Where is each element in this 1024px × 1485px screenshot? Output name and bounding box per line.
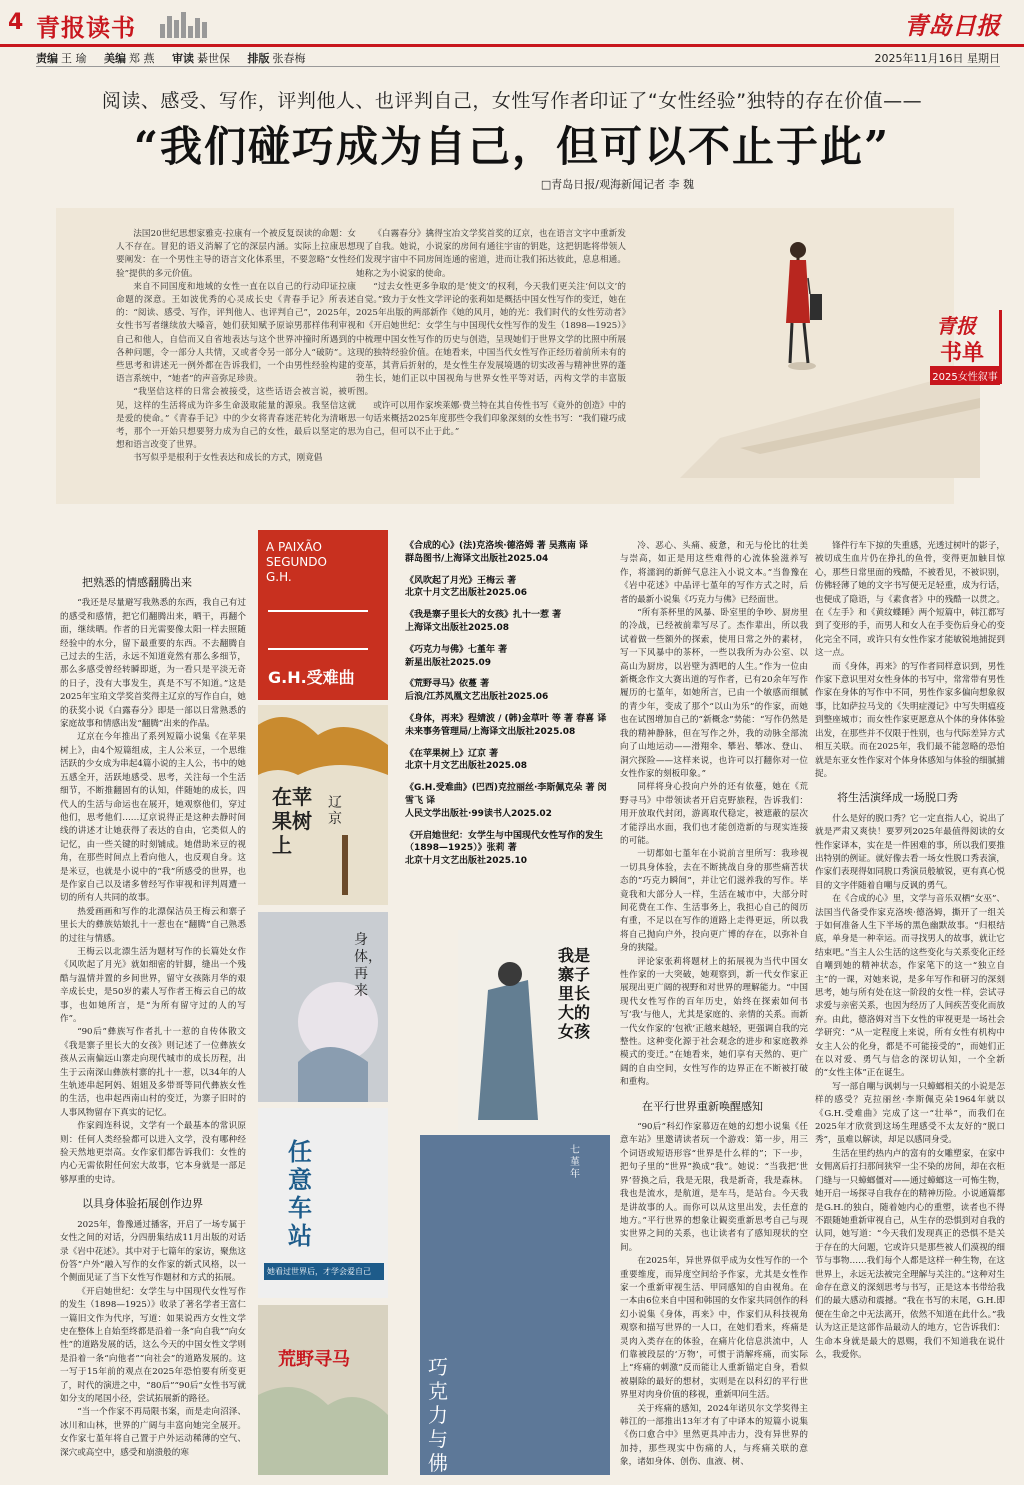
paragraph: 写一部自嘲与讽刺与一只蟑螂相关的小说是怎样的感受？克拉丽丝·李斯佩克朵1964年就以《G.H.受难曲》完成了这一“壮举”，而我们在2025年才欣赏到这场生理感受不太友好的“脱口秀”，虽难以解读，却足以感同身受。 (815, 1081, 1005, 1146)
paragraph: 王梅云以北漂生活为题材写作的长篇处女作《风吹起了月光》就如细密的针脚，缝出一个残酷与温情并置的乡间世界，留守女孩陈月华的艰辛成长史，是50岁的素人写作者王梅云自己的故事，也如她所言，是“为所有留守过的人的写作”。 (60, 946, 246, 1024)
cover-title: 身体，再来 (354, 932, 382, 999)
body-column-a (60, 566, 246, 1460)
body-column-c (815, 540, 1005, 1470)
book-entry (405, 644, 610, 670)
paragraph: 而《身体，再来》的写作者同样意识到，男性作家下意识里对女性身体的书写中，常常带有男性作家在身体的写作中不同，男性作家多偏向想象叙事，比如萨拉马戈的《失明症漫记》中写失明瘟疫到整座城市；而女性作家更愿意从个体的身体体验出发，在那些并不仅限于性别，也与代际差异方式相互关联。而在2025年，我们最不能忽略的恐怕就是东亚女性作家对个体身体感知与体验的细腻捕捉。 (815, 661, 1005, 779)
book-title: 《开启她世纪：女学生与中国现代女性写作的发生（1898—1925）》张莉 著 (405, 830, 604, 854)
cover-title: 巧克力与佛 (428, 1355, 448, 1475)
paragraph: 一切都如七堇年在小说前言里所写：我珍视一切具身体验，去在不断挑战自身的那些痛苦状态的“巧克力瞬间”，并让它们滋养我的写作。毕竟我和大部分人一样，生活在城市中，大部分时间花费在工作、生活事务上，我担心自己的阅历有重，不足以在写作的道路上走得更远，所以我将自己抛向户外，投向更广博的存在，以弥补自身的狭隘。 (620, 849, 808, 954)
book-title: 《我是寨子里长大的女孩》扎十一惹 著 (405, 610, 562, 621)
book-entry (405, 713, 610, 739)
paragraph: 关于疼痛的感知，2024年诺贝尔文学奖得主韩江的一部推出13年才有了中译本的短篇小说集《伤口愈合中》里然更具冲击力，没有异世界的加持，那些现实中伤痛的人，与疼痛关联的意象，诸如身体、创伤、血液、树、 (620, 1403, 808, 1468)
book-publisher: 北京十月文艺出版社2025.08 (405, 761, 527, 772)
editor-credits (36, 50, 320, 66)
paragraph: 在《合成的心》里，文学与音乐双栖“女巫”、法国当代备受作家克洛埃·德洛姆，撕开了一组关于如何准备人生下半场的黑色幽默故事。“归根结底，单身是一种幸运。而寻找男人的故事，就让它结束吧。”当主人公生活的这些变化与关系变化正经自嘲到她的精神状态，作家笔下的这一“独立自主”的一课，对她来说，是多年写作和研习的深刻思考，她与所有处在这一阶段的女性一样，尝试寻求爱与亲密关系，也因为经历了人间疾苦变化而放弃。由此，德洛姆对当下女性的审视更是一场社会学研究：“从一定程度上来说，所有女性有机构中女主人公的化身，都是不可能接受的”，而她们正在以对爱、勇气与信念的深切认知，一个全新的“女性主体”正在诞生。 (815, 894, 1005, 1079)
credit-name: 王 瑜 (61, 52, 87, 65)
intro-paragraph: 《白霧春分》擒得宝冶文学奖首奖的辽京，也在语言文字中重新发现了自我。她说，小说家的房间有通往宇宙的钥匙，这把钥匙将带领人们发现宇宙中不同房间连通的密道，进而让我们拓达彼此，息息相通。她称之为小说家的使命。 (356, 229, 626, 279)
intro-paragraph: 来自不同国度和地域的女性一直在以自己的行动印证拉康命题的深意。王如波优秀的心灵成长史《青春手记》所表述的：“阅读、感受、写作，评判他人、也评判自己”，2025年，女性书写者继续放大嗓音，她们获知赋予原谅男那样伟利审视自己和他人，自信而又自省地表达与这个世界冲撞时所遇到的各种问题，令一部分人共情，又或者令另一部分人“破防”。这些思考和讲述无一例外都在告诉我们，一个由男性经验构建的语言系统中，“她者”的声音弥足珍贵。 (116, 281, 356, 385)
intro-column-2 (356, 228, 626, 439)
book-publisher: 人民文学出版社·99读书人2025.02 (405, 808, 552, 819)
section-heading: 以具身体验拓展创作边界 (82, 1197, 203, 1211)
book-publisher: 北京十月文艺出版社2025.10 (405, 856, 527, 867)
article-subtitle: 阅读、感受、写作，评判他人、也评判自己，女性写作者印证了“女性经验”独特的存在价值—— (101, 90, 923, 112)
book-cover-any-station (258, 1108, 388, 1298)
dateline: 2025年11月16日 星期日 (874, 52, 1000, 65)
newspaper-logo: 青岛日报 (904, 11, 1000, 40)
book-entry (405, 782, 610, 820)
cover-title: 在苹果树上 (272, 785, 312, 857)
paragraph: 冷、恶心、头痛、疲惫，和无与伦比的壮美与崇高，如正是用这些难得的心流体验滋养写作，将濡润的新鲜气息注入小说文本。”当鲁豫在《岩中花述》中品评七堇年的写作方式之时，后者的最新小说集《巧克力与佛》已经面世。 (620, 541, 808, 605)
book-title: 《巧克力与佛》七堇年 著 (405, 644, 508, 655)
credit-role: 美编 (104, 52, 126, 65)
book-title: 《G.H.受难曲》(巴西)克拉丽丝·李斯佩克朵 著 闵雪飞 译 (405, 783, 607, 806)
intro-paragraph: 或许可以用作家埃莱娜·费兰特在其自传性书写《竟外的创造》中的一句话来概括2025年度那些令我们印象深刻的女性书写：“我们碰巧成为自己，但可以不止于此。” (356, 400, 626, 438)
article-title: “我们碰巧成为自己，但可以不止于此” (133, 122, 891, 171)
credit-role: 责编 (36, 52, 58, 65)
badge-line1: 青报 (936, 314, 976, 338)
book-entry (405, 609, 610, 635)
intro-paragraph: 书写似乎是根利于女性表达和成长的方式，刚竟倡 (133, 453, 323, 464)
book-title: 《在苹果树上》辽京 著 (405, 748, 499, 759)
section-heading: 把熟悉的情感翻腾出来 (82, 576, 192, 589)
byline: □青岛日报/观海新闻记者 李 魏 (540, 178, 694, 191)
paragraph: 辽京在今年推出了系列短篇小说集《在苹果树上》，由4个短篇组成，主人公米豆，一个思维活跃的少女成为串起4篇小说的主人公，书中的她五感全开，活跃地感受、思考，关注每一个生活细节，不断推翻固有的认知，伴随她的成长，四代人的生活与命运也在展开，她观察他们，穿过他们，思考他们……辽京说得正是这种去静时间线的讲述才让她获得了表达的自由，它类似人的记忆，由一些关键的时刻铺成。她借助米豆的视角，在那些时间点上看向他人，也反观自身。这是米豆，也就是小说中的“我”所感受的世界，也是作家自己以及诸多曾经写作审视和评判周遭一切的所有人共同的故事。 (60, 732, 246, 904)
book-cover-gh (258, 530, 388, 700)
subheader-rule (36, 66, 1000, 67)
book-title: 《合成的心》(法)克洛埃·德洛姆 著 吴燕南 译 (405, 541, 589, 551)
intro-column-1 (116, 228, 356, 466)
bars-decoration-icon (160, 10, 210, 38)
paragraph: “90后”科幻作家慕迈在她的幻想小说集《任意车站》里邀请读者玩一个游戏：第一步，用三个词语或短语形容“世界是什么样的”；下一步，把句子里的“世界”换成“我”。她说：“当我把‘世界’替换之后，我是无限，我是新奇，我是森林。我也是流水，是航道，是车马，是站台。今天我是讲故事的人。而你可以从这里出发，去任意的地方。”平行世界的想象让観奕重新思考自己与现实世界之间的关系，也让读者有了感知现状的空间。 (620, 1122, 808, 1253)
book-entry (405, 678, 610, 704)
page-header (0, 0, 1024, 65)
credit-role: 排版 (247, 52, 270, 65)
book-publisher: 群岛图书/上海译文出版社2025.04 (405, 553, 549, 564)
intro-paragraph: “过去女性更多争取的是‘使文’的权利，今天我们更关注‘何以文’的自觉。”致力于女性文学评论的张莉如是概括中国女性写作的变迁，她在2025年出版的两部新作《她的风月，她的光：我们时代的女性劳动者》和《开启她世纪：女学生与中国现代女性写作的发生（1898—1925）》中梳理中国女性写作的历史与创造，呈现她们于世界文学的比照中所展现的独特经验价值。在她看来，中国当代女性写作正经历着前所未有的变革，其背后折射的，是女性生存发展境遇的切实改善与精神世界的蓬勃生长，她们正以中国视角与世界女性平等对话，丙构文学的丰富版图。 (356, 281, 626, 398)
paragraph: 作家阎连科说，文学有一个最基本的常识原则：任何人类经验都可以进入文学，没有哪种经验天然地更崇高。女作家们都告诉我们：女性的内心无需依附任何宏大故事，它本身就是一部足够厚重的史诗。 (60, 1121, 246, 1185)
paragraph: 锋件行车下掠的失重感，光透过树叶的影子，被切成生血片仍在挣扎的鱼骨，变得更加触目惊心，那些日常里面的残酷，不被看见，不被识别，仿佛轻薄了她的文字书写便无足轻重，成为行话，也便成了隐语，与《素食者》中的残酷一以贯之。在《左手》和《黄纹蝶睡》两个短篇中，韩江都写到了变形的手，而男人和女人在手变伤后身心的变化完全不同，或许只有女性作家才能敏锐地捕捉到这一点。 (815, 541, 1005, 659)
paragraph: “当一个作家不再局限书案，而是走向沼泽、冰川和山林，世界的广阔与丰富向她完全展开。女作家七堇年将自己置于户外运动稀薄的空气、深穴或高空中，感受和崩溃般的寒 (60, 1407, 246, 1458)
paragraph: 热爱画画和写作的北漂保洁员王梅云和寨子里长大的彝族姑娘扎十一惹也在“翻腾”自己熟悉的过往与情感。 (60, 906, 246, 944)
paragraph: 《开启她世纪：女学生与中国现代女性写作的发生（1898—1925）》收录了著名学者王富仁一篇旧文作为代序，写道：如果说西方女性文学史在整体上自始至终都是沿着一条“向自我”“向女性”的道路发展的话，这么今天的中国女性文学则是沿着一条“向他者”“向社会”的道路发展的。这一写于15年前的观点在2025年恐怕要有所变更了，时代的演进之中，“80后”“90后”女性书写就如分支的尾国小径，尝试拓展新的路径。 (60, 1286, 246, 1404)
paragraph: “90后”彝族写作者扎十一惹的自传体散文《我是寨子里长大的女孩》则记述了一位彝族女孩从云南偏远山寨走向现代城市的成长历程，出生于云南深山彝族村寨的扎十一惹，以34年的人生轨迹串起阿妈、姐姐及多带哥等同代彝族女性的生活，也串起西南山村的变迁，为寨子旧时的人事风物留存下真实的记忆。 (60, 1027, 246, 1118)
cover-author: 七堇年 (570, 1145, 580, 1180)
cover-scribble-icon (268, 610, 368, 650)
cover-title: 荒野寻马 (278, 1349, 350, 1370)
book-cover-chocolate-buddha (420, 1135, 610, 1475)
cover-title: 任意车站 (288, 1138, 312, 1250)
section-title: 青报读书 (36, 14, 136, 42)
credit-name: 綦世保 (197, 52, 230, 65)
page-number: 4 (8, 10, 24, 35)
paragraph: 2025年，鲁豫通过播客，开启了一场专属于女性之间的对话，分四册集结成11月出版的对话录《岩中花述》。其中对于七篇年的家访，聚焦这份答“户外”融入写作的女作家的新式风格，以一个侧面见证了当下女性写作題材和方式的拓展。 (60, 1219, 246, 1284)
book-publisher: 后浪/江苏凤凰文艺出版社2025.06 (405, 692, 549, 703)
badge-line3: 2025女性叙事 (930, 366, 1000, 385)
paragraph: “所有茶杯里的风暴、卧室里的争吵、厨房里的冷战，已经被前辈写尽了。杰作辈出，所以我试着做一些额外的探索，使用日常之外的素材，写一下风暴中的茶杯，一些以我所为办公室、以高山为厨房，以岩壁为洒吧的人生。”作为一位由新概念作文大赛出道的写作者，已有20余年写作履历的七堇年，如她所言，已由一个敏感而细腻的青少年，变成了那个“以山为乐”的作家，而她也在试图增加自己的“新概念”势能：“写作仍然是我的精神静脉，但在写作之外，我的动脉全部流向了山地运动——滑翔伞、攀岩、攀冰、登山、洞穴探险——这样来说，也许可以打翻你对一位女性作家的刻板印象。” (620, 608, 808, 779)
body-column-b (620, 540, 808, 1470)
book-entry (405, 748, 610, 774)
cover-author: 辽京 (328, 795, 342, 827)
intro-paragraph: “我坚信这样的日常会被接受，这些话语会被言说，被听见，这样的生活将成为许多生命汲取能量的源泉。我坚信这就是爱的使命。”《青春手记》中的少女将青春迷茫转化为清晰思考，那个一开始只想要努力成为自己的女性，最后以坚定的思想和语言改变了世界。 (116, 387, 356, 451)
paragraph: 什么是好的脱口秀？它一定直指人心，说出了就是严肃又爽快！要罗列2025年最值得阅读的女性作家译本，实在是一件困难的事，所以我们要推出特别的例证。就好像去看一场女性脱口秀表演，作家们表现得如同脱口秀演员般敏锐，更有真心悦目的文字伴随着自嘲与反讽的勇气。 (815, 813, 1005, 891)
book-publisher: 北京十月文艺出版社2025.06 (405, 588, 527, 599)
paragraph: 同样将身心投向户外的还有依蔓，她在《荒野寻马》中带领读者开启克野旅程，告诉我们：用开放取代封闭，游离取代稳定，被遮蔽的层次才能浮出水面，我们也才能创造新的与现实连接的可能。 (620, 782, 808, 846)
book-title: 《风吹起了月光》王梅云 著 (405, 575, 517, 586)
credit-name: 郑 燕 (129, 52, 155, 65)
book-entry (405, 830, 610, 868)
section-heading: 在平行世界重新唤醒感知 (642, 1099, 763, 1113)
book-list (405, 540, 610, 877)
paragraph: 评论家张莉将题材上的拓展视为当代中国女性作家的一大突破，她观察到，新一代女作家正展现出更广阔的视野和对世界的理解能力。“中国现代女性写作的百年历史，始终在探索如何书写‘我’与他人，尤其是家庭的、亲情的关系。而新一代女作家的‘包袱’正越来越轻，更强调自我的完整性。这种变化源于社会观念的进步和家庭教养模式的变迁。”在她看来，她们享有天然的、更广阔的自由空间，女性写作的边界正在不断被打破和重构。 (620, 956, 808, 1088)
book-publisher: 上海译文出版社2025.08 (405, 622, 509, 633)
cover-title: G.H.受难曲 (268, 668, 355, 687)
header-rule (0, 44, 1024, 47)
badge-line2: 书单 (940, 340, 985, 366)
book-cover-body-again (258, 912, 388, 1102)
paragraph: 在2025年，异世界似乎成为女性写作的一个重要维度，而异度空间给予作家，尤其是女性作家一个重新审视生活、甲同感知的自由视角。在一本由6位来自中国和韩国的女作家共同创作的科幻小说集《身体，再来》中，作家们从科技视角观察和描写世界的一人口，在她们看来，疼痛是灵肉入类存在的体验，在痛片化信息洪流中，人们靠被段层的‘万物’，可惯于消解疼痛，而实际上“疼痛的刺激”反而能让人重新锚定自身，看似被剔除的最好的想材，实则是在以科幻的平行世界里对肉身价值的移视，重新叩问生活。 (620, 1256, 808, 1401)
book-title: 《身体，再来》程婧波 / (韩)金草叶 等 著 春喜 译 (405, 713, 607, 724)
book-list-badge (930, 310, 1002, 384)
book-publisher: 新星出版社2025.09 (405, 657, 491, 668)
cover-title: 我是寨子里长大的女孩 (558, 946, 591, 1041)
cover-tagline: 她看过世界后，才学会爱自己 (264, 1263, 384, 1280)
intro-paragraph: 法国20世纪思想家雅克·拉康有一个被反复误读的命题：女人不存在。冒犯的语义消解了它的深层内涵。实际上拉康思想要阐发：在一个男性主导的语言文化体系里，不要忽略“女性经验”提供的多元价值。 (116, 229, 356, 279)
wild-horse-illustration-icon (258, 1305, 388, 1475)
credit-role: 审读 (172, 52, 194, 65)
book-entry (405, 575, 610, 601)
book-entry (405, 540, 610, 566)
book-publisher: 未来事务管理局/上海译文出版社2025.08 (405, 726, 576, 737)
paragraph: 生活在里约热内卢的富有的女雕塑家，在家中女佣离后打扫那间狭窄一尘不染的房间，却在衣柜门缝与一只蟑螂僵对——通过蟑螂这一可怖生物，她开启一场探寻自我存在的精神历险。小说通篇都是G.H.的独白，随着她内心的重塑，读者也不得不跟随她重新审视自己，从生存的恐惧到对自我的认同，她写道：“今天我们发现真正的恐惧不是关于存在的大问题，它或许只是那些被人们漠视的细节与事物……我们每个人都是这样一种生物，在这世界上，永远无法被完全理解与关注的。”这种对生命存在意义的深刻思考与书写，正是这本书带给我们的最大感动和震撼。“我在书写的末尾，G.H.即便在生命之中无法离开，依然不知道在此什么。”我认为这正是这部作品最动人的地方，它告诉我们：生命本身就是最大的恩赐，我们不知道我在说什么，我爱你。 (815, 1148, 1005, 1360)
book-title: 《荒野寻马》依蔓 著 (405, 679, 490, 690)
book-cover-village-girl (458, 930, 610, 1130)
book-cover-apple-tree (258, 705, 388, 905)
cover-top-text: A PAIXÃO SEGUNDO G.H. (266, 540, 327, 584)
book-cover-wild-horse (258, 1305, 388, 1475)
section-heading: 将生活演绎成一场脱口秀 (837, 791, 958, 805)
paragraph: “我还是尽量避写我熟悉的东西，我自己有过的感受和感情，把它们翻腾出来，晒干，再翻个面，继续晒。作者的日光需要像太阳一样去照随经验中的水分，留下最重要的东西。不去翻腾自己过去的生活，永远不知道竟然有那么多细节，那么多感受曾经转瞬即逝，为一看只是平淡无奇的日子，没有大事发生，真是不写不知道。”这是2025年宝珀文学奖首奖得主辽京的写作自白，她的获奖小说《白露春分》即是一部以日常熟悉的家庭故事和情感出发“翻腾”出来的作品。 (60, 598, 246, 730)
credit-name: 张春梅 (272, 52, 306, 65)
